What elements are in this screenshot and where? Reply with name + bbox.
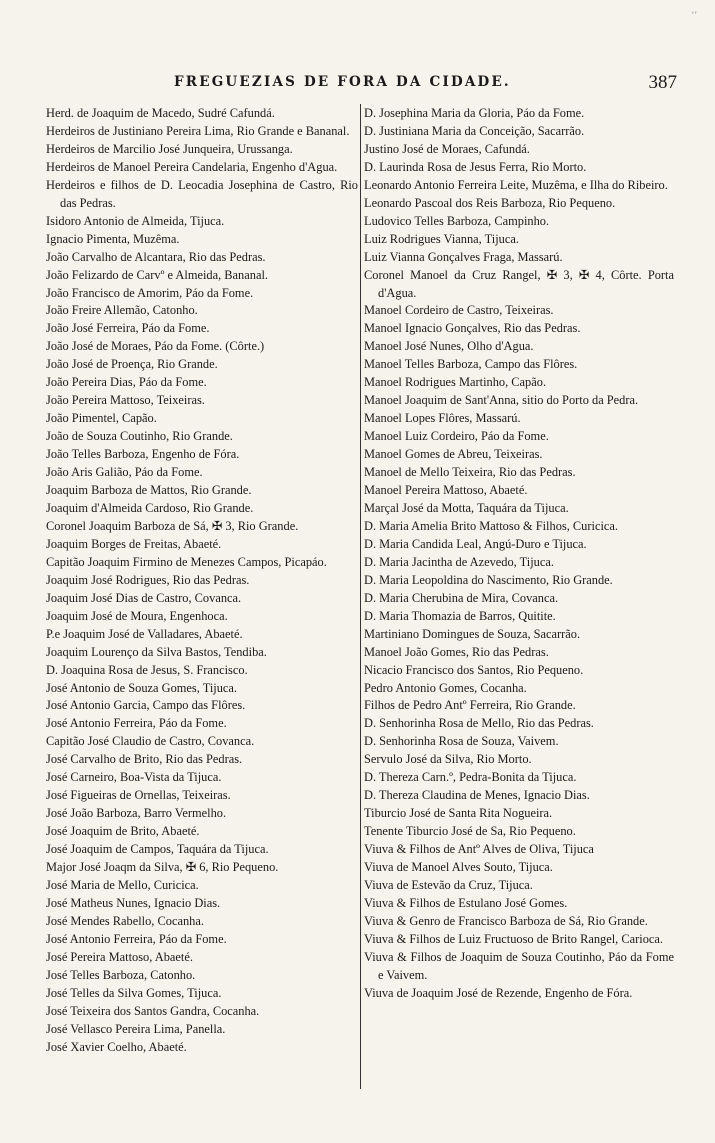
directory-entry: D. Maria Leopoldina do Nascimento, Rio Grande. xyxy=(364,572,613,587)
page-number: 387 xyxy=(648,72,677,93)
directory-entry: Ludovico Telles Barboza, Campinho. xyxy=(364,213,550,228)
directory-entry: José Antonio Ferreira, Páo da Fome. xyxy=(46,716,227,731)
directory-entry: José Xavier Coelho, Abaeté. xyxy=(46,1039,187,1054)
directory-entry: João Felizardo de Carvº e Almeida, Bananal. xyxy=(46,267,268,282)
directory-entry: Leonardo Antonio Ferreira Leite, Muzêma, e Ilha do Ribeiro. xyxy=(364,177,668,192)
directory-entry: D. Senhorinha Rosa de Souza, Vaivem. xyxy=(364,734,559,749)
directory-entry: D. Justiniana Maria da Conceição, Sacarrão. xyxy=(364,123,585,138)
directory-entry: Isidoro Antonio de Almeida, Tijuca. xyxy=(46,213,225,228)
directory-entry: João Carvalho de Alcantara, Rio das Pedras. xyxy=(46,249,266,264)
directory-entry: Manoel Gomes de Abreu, Teixeiras. xyxy=(364,447,543,462)
directory-entry: Joaquim Barboza de Mattos, Rio Grande. xyxy=(46,483,252,498)
directory-entry: João Pimentel, Capão. xyxy=(46,411,157,426)
directory-entry: José Telles da Silva Gomes, Tijuca. xyxy=(46,985,222,1000)
directory-entry: Joaquim José Dias de Castro, Covanca. xyxy=(46,590,242,605)
directory-entry: José Joaquim de Brito, Abaeté. xyxy=(46,824,200,839)
right-column xyxy=(364,105,674,1003)
directory-entry: João Francisco de Amorim, Páo da Fome. xyxy=(46,285,254,300)
directory-entry: João Freire Allemão, Catonho. xyxy=(46,303,198,318)
directory-entry: Coronel Joaquim Barboza de Sá, ✠ 3, Rio Grande. xyxy=(46,518,299,533)
directory-entry: Manoel João Gomes, Rio das Pedras. xyxy=(364,644,549,659)
directory-entry: José Joaquim de Campos, Taquára da Tijuca. xyxy=(46,842,269,857)
directory-entry: José Antonio de Souza Gomes, Tijuca. xyxy=(46,680,238,695)
directory-entry: D. Maria Candida Leal, Angú-Duro e Tijuca. xyxy=(364,536,587,551)
directory-entry: José Telles Barboza, Catonho. xyxy=(46,967,196,982)
directory-entry: Manoel Rodrigues Martinho, Capão. xyxy=(364,375,547,390)
directory-entry: Viuva de Joaquim José de Rezende, Engenho de Fóra. xyxy=(364,985,633,1000)
directory-entry: D. Laurinda Rosa de Jesus Ferra, Rio Morto. xyxy=(364,159,587,174)
left-column xyxy=(46,105,358,1057)
directory-entry: D. Maria Jacintha de Azevedo, Tijuca. xyxy=(364,554,554,569)
directory-entry: José Matheus Nunes, Ignacio Dias. xyxy=(46,895,221,910)
directory-entry: Herdeiros de Manoel Pereira Candelaria, Engenho d'Agua. xyxy=(46,159,338,174)
directory-entry: Servulo José da Silva, Rio Morto. xyxy=(364,752,532,767)
directory-entry: Joaquim d'Almeida Cardoso, Rio Grande. xyxy=(46,500,254,515)
directory-entry: José Figueiras de Ornellas, Teixeiras. xyxy=(46,788,231,803)
directory-entry: Manoel Lopes Flôres, Massarú. xyxy=(364,411,521,426)
directory-entry: Joaquim José Rodrigues, Rio das Pedras. xyxy=(46,572,250,587)
directory-entry: Pedro Antonio Gomes, Cocanha. xyxy=(364,680,527,695)
directory-entry: P.e Joaquim José de Valladares, Abaeté. xyxy=(46,626,243,641)
directory-entry: D. Thereza Claudina de Menes, Ignacio Dias. xyxy=(364,788,590,803)
directory-entry: José Vellasco Pereira Lima, Panella. xyxy=(46,1021,226,1036)
directory-entry: Manoel de Mello Teixeira, Rio das Pedras. xyxy=(364,465,576,480)
directory-entry: Joaquim Lourenço da Silva Bastos, Tendiba. xyxy=(46,644,267,659)
directory-entry: Viuva & Filhos de Antº Alves de Oliva, Tijuca xyxy=(364,842,594,857)
directory-entry: Nicacio Francisco dos Santos, Rio Pequeno. xyxy=(364,662,584,677)
directory-entry: Joaquim José de Moura, Engenhoca. xyxy=(46,608,228,623)
directory-entry: Joaquim Borges de Freitas, Abaeté. xyxy=(46,536,222,551)
directory-entry: Viuva & Filhos de Estulano José Gomes. xyxy=(364,895,568,910)
directory-entry: Marçal José da Motta, Taquára da Tijuca. xyxy=(364,500,569,515)
directory-entry: João Pereira Dias, Páo da Fome. xyxy=(46,375,207,390)
directory-entry: Luiz Vianna Gonçalves Fraga, Massarú. xyxy=(364,249,563,264)
directory-entry: Tiburcio José de Santa Rita Nogueira. xyxy=(364,806,553,821)
directory-entry: Viuva & Filhos de Luiz Fructuoso de Brito Rangel, Carioca. xyxy=(364,931,663,946)
directory-entry: Manoel Telles Barboza, Campo das Flôres. xyxy=(364,357,578,372)
corner-mark: ʻʼ xyxy=(691,10,697,19)
directory-entry: João José Ferreira, Páo da Fome. xyxy=(46,321,210,336)
directory-entry: José João Barboza, Barro Vermelho. xyxy=(46,806,227,821)
directory-entry: Manoel Cordeiro de Castro, Teixeiras. xyxy=(364,303,554,318)
page-header xyxy=(44,72,677,100)
directory-entry: Manoel Ignacio Gonçalves, Rio das Pedras. xyxy=(364,321,581,336)
directory-entry: José Pereira Mattoso, Abaeté. xyxy=(46,949,193,964)
directory-entry: João José de Moraes, Páo da Fome. (Côrte.) xyxy=(46,339,265,354)
directory-entry: D. Senhorinha Rosa de Mello, Rio das Pedras. xyxy=(364,716,594,731)
directory-entry: Viuva de Estevão da Cruz, Tijuca. xyxy=(364,877,533,892)
directory-entry: D. Maria Cherubina de Mira, Covanca. xyxy=(364,590,559,605)
directory-entry: Viuva de Manoel Alves Souto, Tijuca. xyxy=(364,860,553,875)
directory-entry: João José de Proença, Rio Grande. xyxy=(46,357,218,372)
directory-entry: José Antonio Garcia, Campo das Flôres. xyxy=(46,698,246,713)
directory-entry: José Carneiro, Boa-Vista da Tijuca. xyxy=(46,770,222,785)
directory-entry: D. Maria Amelia Brito Mattoso & Filhos, Curicica. xyxy=(364,518,618,533)
directory-entry: Luiz Rodrigues Vianna, Tijuca. xyxy=(364,231,519,246)
directory-entry: Manoel Pereira Mattoso, Abaeté. xyxy=(364,483,528,498)
directory-entry: D. Thereza Carn.º, Pedra-Bonita da Tijuca. xyxy=(364,770,577,785)
directory-entry: João Aris Galião, Páo da Fome. xyxy=(46,465,203,480)
directory-entry: D. Maria Thomazia de Barros, Quitite. xyxy=(364,608,556,623)
directory-entry: João Pereira Mattoso, Teixeiras. xyxy=(46,393,205,408)
directory-entry: Manoel José Nunes, Olho d'Agua. xyxy=(364,339,534,354)
directory-entry: Capitão Joaquim Firmino de Menezes Campos, Picapáo. xyxy=(46,554,327,569)
directory-entry: D. Josephina Maria da Gloria, Páo da Fome. xyxy=(364,106,585,120)
page-title: FREGUEZIAS DE FORA DA CIDADE. xyxy=(174,74,511,90)
directory-entry: Manoel Joaquim de Sant'Anna, sitio do Porto da Pedra. xyxy=(364,393,639,408)
directory-entry: Capitão José Claudio de Castro, Covanca. xyxy=(46,734,255,749)
directory-entry: João Telles Barboza, Engenho de Fóra. xyxy=(46,447,240,462)
directory-entry: Tenente Tiburcio José de Sa, Rio Pequeno. xyxy=(364,824,576,839)
directory-entry: Manoel Luiz Cordeiro, Páo da Fome. xyxy=(364,429,549,444)
directory-entry: José Antonio Ferreira, Páo da Fome. xyxy=(46,931,227,946)
directory-entry: Herdeiros de Justiniano Pereira Lima, Rio Grande e Bananal. xyxy=(46,123,350,138)
directory-entry: Justino José de Moraes, Cafundá. xyxy=(364,141,530,156)
directory-entry: João de Souza Coutinho, Rio Grande. xyxy=(46,429,233,444)
directory-entry: José Teixeira dos Santos Gandra, Cocanha. xyxy=(46,1003,260,1018)
directory-entry: Ignacio Pimenta, Muzêma. xyxy=(46,231,180,246)
directory-entry: Martiniano Domingues de Souza, Sacarrão. xyxy=(364,626,581,641)
directory-entry: Viuva & Genro de Francisco Barboza de Sá, Rio Grande. xyxy=(364,913,648,928)
directory-entry: Filhos de Pedro Antº Ferreira, Rio Grande. xyxy=(364,698,576,713)
column-divider xyxy=(360,104,361,1089)
directory-entry: Major José Joaqm da Silva, ✠ 6, Rio Pequeno. xyxy=(46,860,279,875)
directory-entry: Viuva & Filhos de Joaquim de Souza Coutinho, Páo da Fome e Vaivem. xyxy=(364,949,674,982)
directory-entry: José Carvalho de Brito, Rio das Pedras. xyxy=(46,752,243,767)
directory-entry: Herdeiros e filhos de D. Leocadia Josephina de Castro, Rio das Pedras. xyxy=(46,177,358,210)
directory-entry: D. Joaquina Rosa de Jesus, S. Francisco. xyxy=(46,662,248,677)
directory-entry: Herd. de Joaquim de Macedo, Sudré Cafundá. xyxy=(46,106,275,120)
directory-entry: Coronel Manoel da Cruz Rangel, ✠ 3, ✠ 4, Côrte. Porta d'Agua. xyxy=(364,267,674,300)
directory-entry: José Maria de Mello, Curicica. xyxy=(46,877,199,892)
directory-entry: José Mendes Rabello, Cocanha. xyxy=(46,913,204,928)
directory-entry: Leonardo Pascoal dos Reis Barboza, Rio Pequeno. xyxy=(364,195,616,210)
directory-entry: Herdeiros de Marcilio José Junqueira, Urussanga. xyxy=(46,141,293,156)
